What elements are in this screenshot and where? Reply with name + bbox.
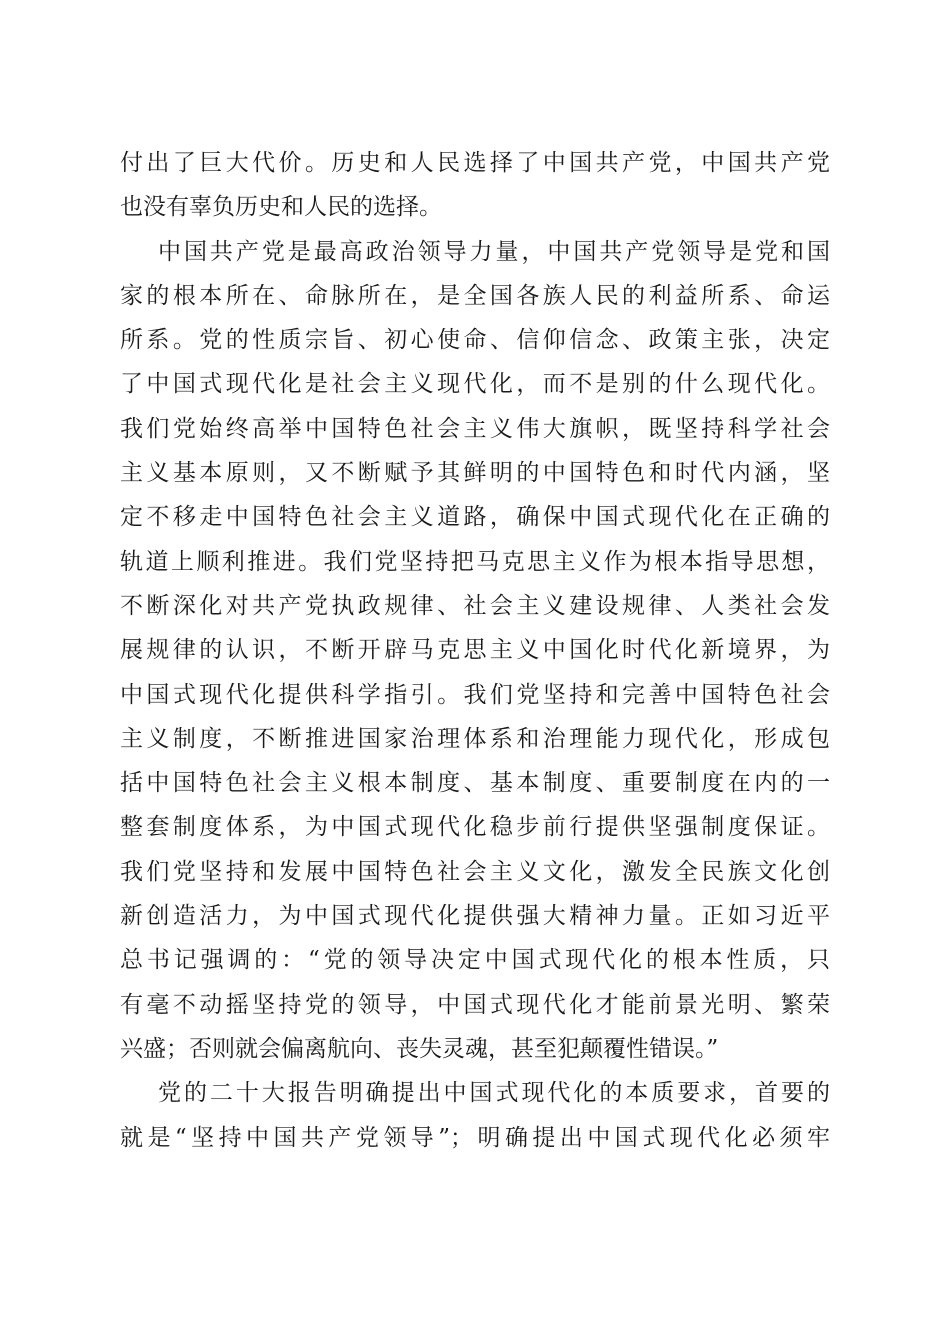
- text-line: 定不移走中国特色社会主义道路，确保中国式现代化在正确的: [120, 504, 830, 531]
- text-line: 整套制度体系，为中国式现代化稳步前行提供坚强制度保证。: [120, 814, 830, 841]
- text-line: 所系。党的性质宗旨、初心使命、信仰信念、政策主张，决定: [120, 327, 830, 354]
- text-line: 新创造活力，为中国式现代化提供强大精神力量。正如习近平: [120, 903, 830, 930]
- text-line: 就是“坚持中国共产党领导”；明确提出中国式现代化必须牢: [120, 1124, 830, 1151]
- text-line: 兴盛；否则就会偏离航向、丧失灵魂，甚至犯颠覆性错误。”: [120, 1035, 719, 1062]
- text-line: 轨道上顺利推进。我们党坚持把马克思主义作为根本指导思想，: [120, 548, 830, 575]
- text-line: 主义制度，不断推进国家治理体系和治理能力现代化，形成包: [120, 725, 830, 752]
- text-line: 家的根本所在、命脉所在，是全国各族人民的利益所系、命运: [120, 282, 830, 309]
- text-line: 不断深化对共产党执政规律、社会主义建设规律、人类社会发: [120, 592, 830, 619]
- text-line: 了中国式现代化是社会主义现代化，而不是别的什么现代化。: [120, 371, 830, 398]
- text-line: 我们党始终高举中国特色社会主义伟大旗帜，既坚持科学社会: [120, 415, 830, 442]
- text-line: 中国式现代化提供科学指引。我们党坚持和完善中国特色社会: [120, 681, 830, 708]
- text-line: 付出了巨大代价。历史和人民选择了中国共产党，中国共产党: [120, 150, 830, 176]
- text-line: 我们党坚持和发展中国特色社会主义文化，激发全民族文化创: [120, 858, 830, 885]
- body-text: [120, 141, 830, 1160]
- text-line: 总书记强调的：“党的领导决定中国式现代化的根本性质，只: [120, 947, 830, 974]
- text-line: 展规律的认识，不断开辟马克思主义中国化时代化新境界，为: [120, 637, 830, 664]
- text-line: 括中国特色社会主义根本制度、基本制度、重要制度在内的一: [120, 770, 830, 797]
- text-line: 有毫不动摇坚持党的领导，中国式现代化才能前景光明、繁荣: [120, 991, 830, 1018]
- text-line: 主义基本原则，又不断赋予其鲜明的中国特色和时代内涵，坚: [120, 460, 830, 487]
- text-line: 中国共产党是最高政治领导力量，中国共产党领导是党和国: [158, 238, 830, 265]
- text-line: 也没有辜负历史和人民的选择。: [120, 194, 442, 221]
- text-line: 党的二十大报告明确提出中国式现代化的本质要求，首要的: [158, 1080, 830, 1107]
